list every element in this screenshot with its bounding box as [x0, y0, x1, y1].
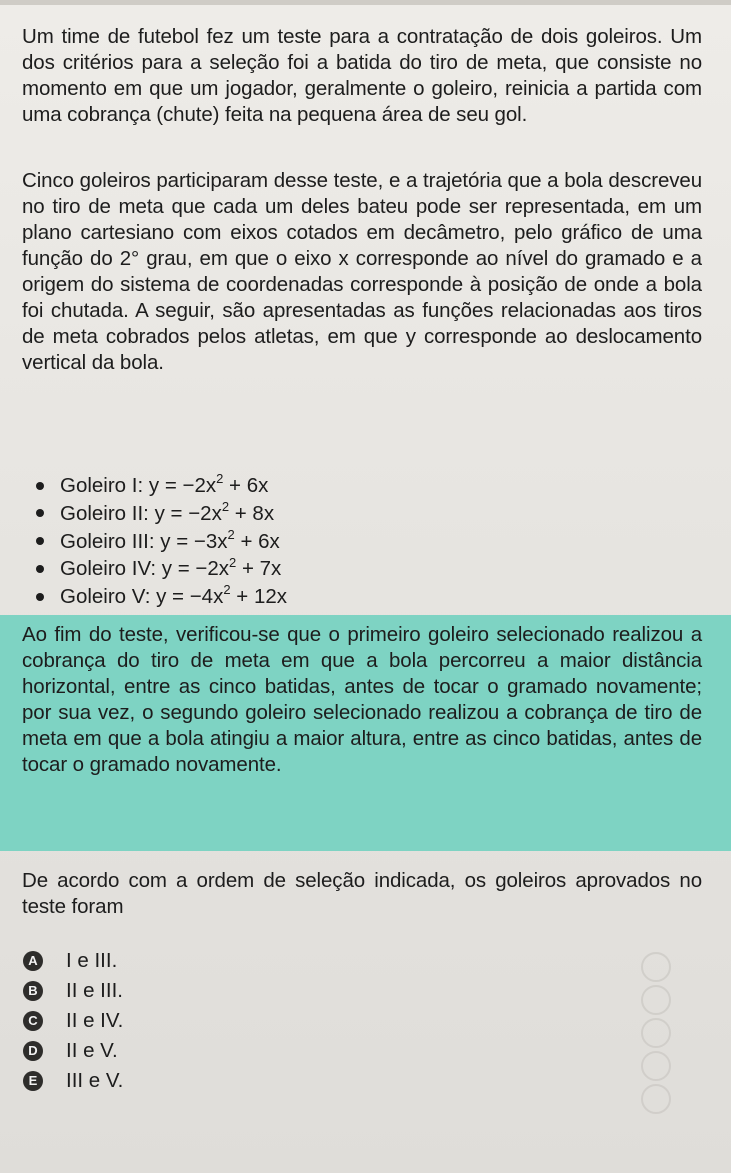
goleiro-equation-rest: + 7x	[236, 557, 282, 581]
goleiro-equation-rest: + 6x	[234, 529, 280, 553]
goleiro-exponent: 2	[221, 498, 230, 514]
option-text: II e V.	[66, 1039, 118, 1062]
goleiro-exponent: 2	[216, 471, 224, 487]
bullet-icon	[36, 509, 44, 517]
option-a[interactable]	[23, 946, 123, 976]
option-text: I e III.	[66, 949, 118, 972]
goleiros-list	[36, 472, 596, 611]
bullet-icon	[36, 593, 44, 601]
answer-options	[23, 946, 123, 1096]
goleiro-item	[36, 583, 596, 611]
goleiro-label: Goleiro I:	[60, 474, 144, 497]
bullet-icon	[36, 482, 44, 490]
goleiro-equation: y = −2x	[161, 557, 230, 581]
bullet-icon	[36, 537, 44, 545]
goleiro-exponent: 2	[229, 554, 237, 570]
option-letter-badge: D	[23, 1041, 43, 1061]
goleiro-equation-rest: + 12x	[230, 585, 287, 609]
option-c[interactable]	[23, 1006, 123, 1036]
option-text: II e IV.	[66, 1009, 124, 1032]
question-prompt: De acordo com a ordem de seleção indicada, os goleiros aprovados no teste foram	[22, 869, 702, 918]
option-letter-badge: E	[23, 1071, 43, 1091]
page-top-edge	[0, 0, 731, 5]
bleed-through-circle-icon	[641, 1084, 671, 1114]
bullet-icon	[36, 565, 44, 573]
goleiro-item	[36, 472, 596, 500]
bleed-through-circle-icon	[641, 952, 671, 982]
goleiro-exponent: 2	[223, 582, 231, 598]
goleiro-exponent: 2	[227, 526, 235, 542]
goleiro-equation-rest: + 8x	[229, 501, 275, 525]
goleiro-item	[36, 555, 596, 583]
option-text: III e V.	[66, 1069, 124, 1092]
goleiro-equation: y = −4x	[156, 585, 224, 609]
goleiro-item	[36, 528, 596, 556]
option-letter-badge: C	[23, 1011, 43, 1031]
goleiro-item	[36, 500, 596, 528]
goleiro-equation: y = −2x	[154, 501, 222, 525]
goleiro-label: Goleiro V:	[60, 585, 151, 609]
option-b[interactable]	[23, 976, 123, 1006]
option-e[interactable]	[23, 1066, 123, 1096]
context-paragraph: Cinco goleiros participaram desse teste, e a trajetória que a bola descreveu no tiro de meta que cada um deles bateu pode ser representada, em um plano cartesiano com eixos cotados em decâmetro, pelo gráfico de uma função do 2° grau, em que o eixo x corresponde ao nível do gramado e a origem do sistema de coordenadas corresponde à posição de onde a bola foi chutada. A seguir, são apresentadas as funções relacionadas aos tiros de meta cobrados pelos atletas, em que y corresponde ao deslocamento vertical da bola.	[22, 169, 702, 374]
bleed-through-circle-icon	[641, 1051, 671, 1081]
goleiro-label: Goleiro III:	[60, 529, 155, 553]
option-letter-badge: B	[23, 981, 43, 1001]
option-letter-badge: A	[23, 951, 43, 971]
option-text: II e III.	[66, 979, 123, 1002]
goleiro-label: Goleiro II:	[60, 501, 149, 525]
goleiro-label: Goleiro IV:	[60, 557, 157, 581]
option-d[interactable]	[23, 1036, 123, 1066]
intro-paragraph: Um time de futebol fez um teste para a contratação de dois goleiros. Um dos critérios para a seleção foi a batida do tiro de meta, que consiste no momento em que um jogador, geralmente o goleiro, reinicia a partida com uma cobrança (chute) feita na pequena área de seu gol.	[22, 25, 702, 126]
bleed-through-circle-icon	[641, 985, 671, 1015]
goleiro-equation-rest: + 6x	[223, 474, 269, 497]
goleiro-equation: y = −2x	[148, 474, 217, 497]
bleed-through-circle-icon	[641, 1018, 671, 1048]
selection-criteria-paragraph: Ao fim do teste, verificou-se que o primeiro goleiro selecionado realizou a cobrança do tiro de meta em que a bola percorreu a maior distância horizontal, entre as cinco batidas, antes de tocar o gramado novamente; por sua vez, o segundo goleiro selecionado realizou a cobrança de tiro de meta em que a bola atingiu a maior altura, entre as cinco batidas, antes de tocar o gramado novamente.	[22, 623, 702, 776]
goleiro-equation: y = −3x	[160, 529, 228, 553]
